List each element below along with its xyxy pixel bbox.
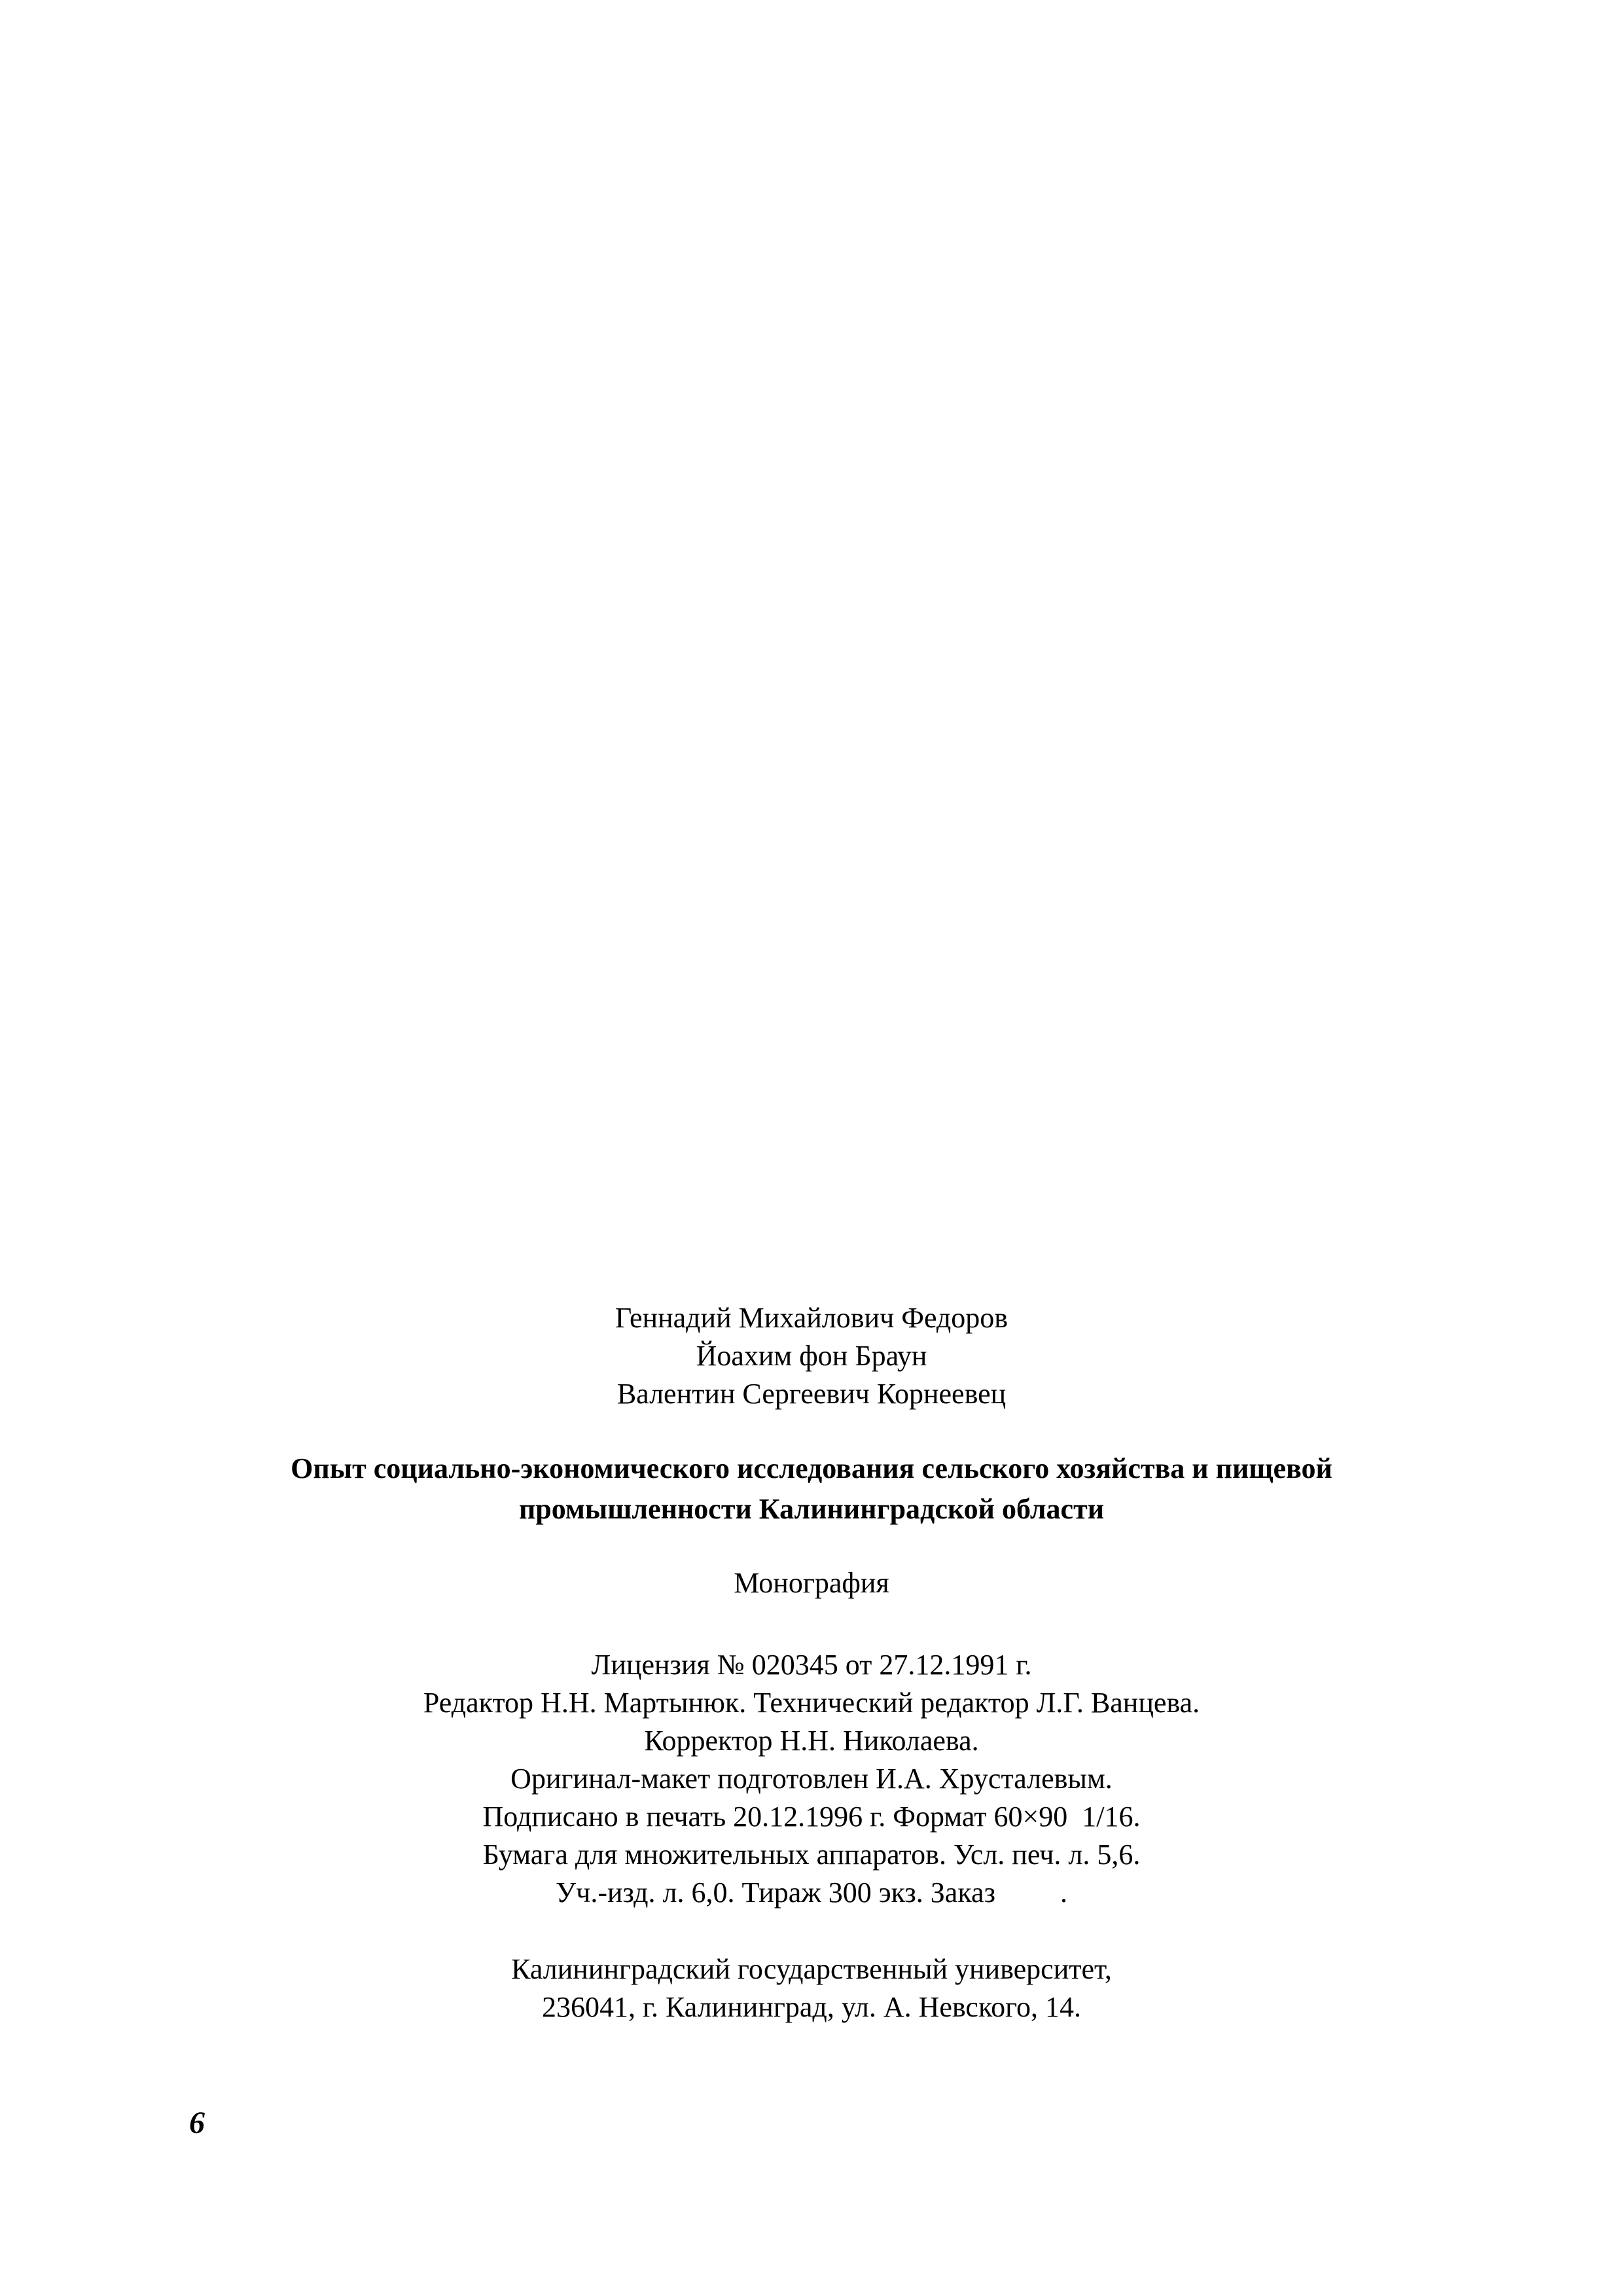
publisher-name: Калининградский государственный университет, xyxy=(511,1953,1112,1985)
license-line: Лицензия № 020345 от 27.12.1991 г. xyxy=(591,1649,1032,1681)
book-title xyxy=(0,1448,1623,1530)
circulation-line: Уч.-изд. л. 6,0. Тираж 300 экз. Заказ . xyxy=(556,1876,1067,1909)
author-name: Геннадий Михайлович Федоров xyxy=(615,1302,1008,1334)
paper-line: Бумага для множительных аппаратов. Усл. печ. л. 5,6. xyxy=(482,1839,1141,1871)
imprint-block xyxy=(0,1646,1623,1912)
author-name: Йоахим фон Браун xyxy=(696,1340,927,1372)
layout-line: Оригинал-макет подготовлен И.А. Хрусталевым. xyxy=(510,1763,1113,1795)
genre-label: Монография xyxy=(734,1567,889,1599)
authors-block xyxy=(0,1299,1623,1413)
proofreader-line: Корректор Н.Н. Николаева. xyxy=(644,1725,979,1757)
genre-block xyxy=(0,1564,1623,1602)
publisher-block xyxy=(0,1950,1623,2026)
editors-line: Редактор Н.Н. Мартынюк. Технический редактор Л.Г. Ванцева. xyxy=(423,1687,1200,1719)
author-name: Валентин Сергеевич Корнеевец xyxy=(616,1378,1007,1410)
title-line: Опыт социально-экономического исследования сельского хозяйства и пищевой xyxy=(291,1452,1332,1484)
print-date-line: Подписано в печать 20.12.1996 г. Формат 60×90 1/16. xyxy=(482,1801,1141,1833)
title-line: промышленности Калининградской области xyxy=(518,1493,1105,1525)
page-number: 6 xyxy=(189,2106,205,2140)
publisher-address: 236041, г. Калининград, ул. А. Невского, 14. xyxy=(541,1991,1082,2023)
